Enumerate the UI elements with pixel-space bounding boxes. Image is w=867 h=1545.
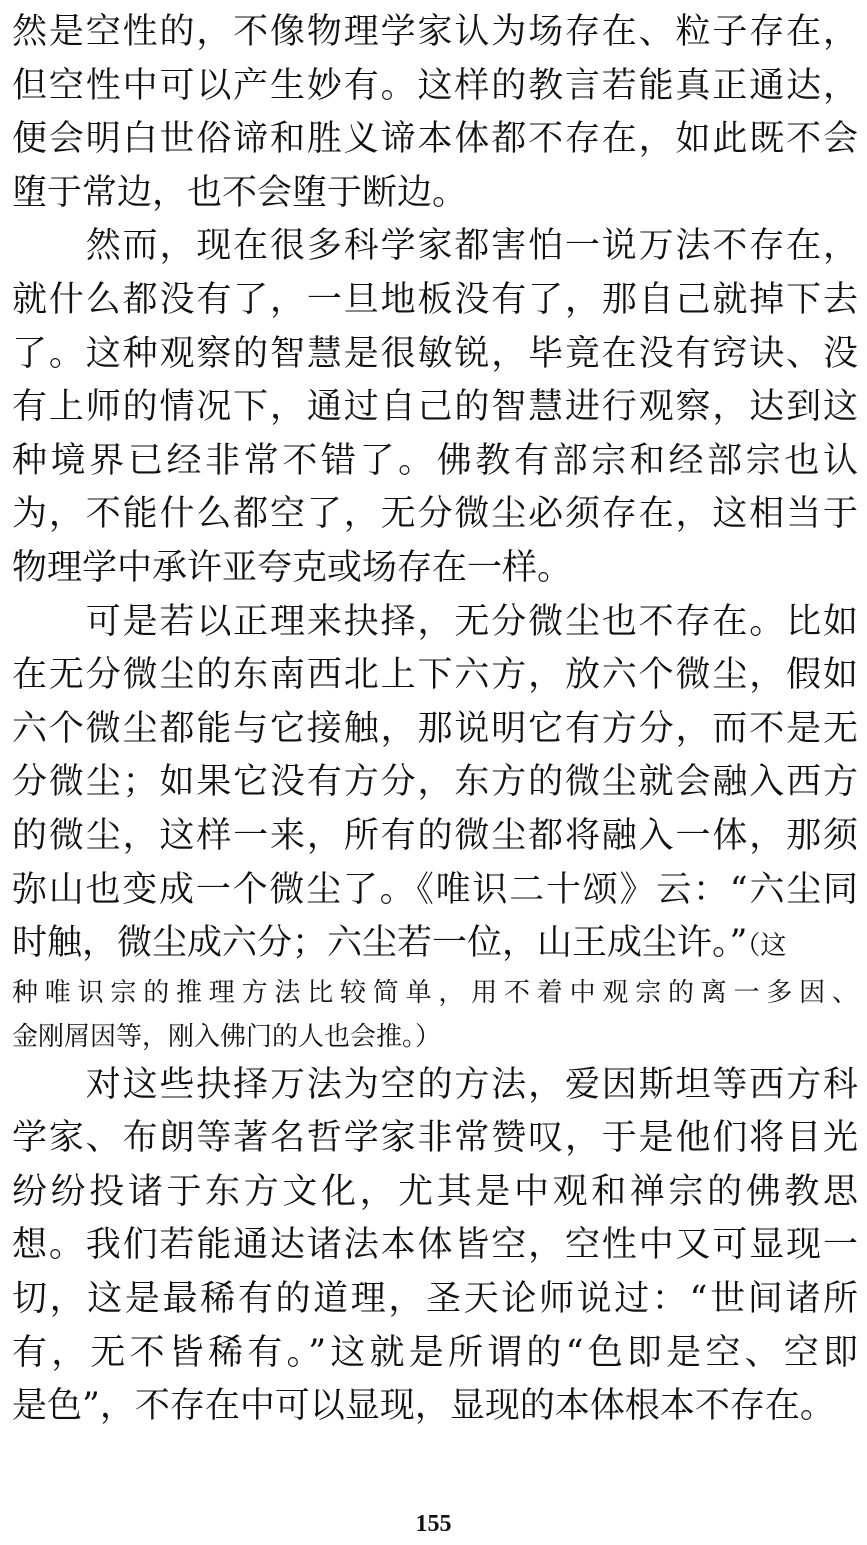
note-line: 金刚屑因等，刚入佛门的人也会推。） <box>12 1021 442 1052</box>
text-line: 的微尘，这样一来，所有的微尘都将融入一体，那须 <box>12 815 858 856</box>
text-line: 有，无不皆稀有。”这就是所谓的“色即是空、空即 <box>12 1332 858 1373</box>
text-line: 分微尘；如果它没有方分，东方的微尘就会融入西方 <box>12 762 858 803</box>
text-line: 物理学中承许亚夸克或场存在一样。 <box>12 547 573 588</box>
text-line: 为，不能什么都空了，无分微尘必须存在，这相当于 <box>12 494 858 535</box>
text-line: 有上师的情况下，通过自己的智慧进行观察，达到这 <box>12 387 858 428</box>
text-line: 弥山也变成一个微尘了。《唯识二十颂》云：“六尘同 <box>12 869 858 910</box>
text-line: 是色”，不存在中可以显现，显现的本体根本不存在。 <box>12 1386 835 1427</box>
page-number: 155 <box>415 1511 452 1537</box>
text-line: 可是若以正理来抉择，无分微尘也不存在。比如 <box>12 601 858 642</box>
text-line: 在无分微尘的东南西北上下六方，放六个微尘，假如 <box>12 655 858 696</box>
text-line: 六个微尘都能与它接触，那说明它有方分，而不是无 <box>12 708 858 749</box>
text-line: 堕于常边，也不会堕于断边。 <box>12 172 468 213</box>
text-line: 想。我们若能通达诸法本体皆空，空性中又可显现一 <box>12 1225 858 1266</box>
text-line: 对这些抉择万法为空的方法，爱因斯坦等西方科 <box>12 1064 858 1105</box>
text-line: 然是空性的，不像物理学家认为场存在、粒子存在， <box>12 12 858 52</box>
text-line: 纷纷投诸于东方文化，尤其是中观和禅宗的佛教思 <box>12 1171 858 1212</box>
text-line: 了。这种观察的智慧是很敏锐，毕竟在没有窍诀、没 <box>12 333 858 374</box>
text-line: 就什么都没有了，一旦地板没有了，那自己就掉下去 <box>12 279 858 320</box>
text-line: 切，这是最稀有的道理，圣天论师说过：“世间诸所 <box>12 1279 858 1320</box>
text-line: 学家、布朗等著名哲学家非常赞叹，于是他们将目光 <box>12 1118 858 1159</box>
text-line: 然而，现在很多科学家都害怕一说万法不存在， <box>12 226 858 267</box>
body-text <box>12 6 858 1434</box>
text-line: 但空性中可以产生妙有。这样的教言若能真正通达， <box>12 65 858 106</box>
note-line: 种唯识宗的推理方法比较简单，用不着中观宗的离一多因、 <box>12 977 858 1008</box>
text-line: 便会明白世俗谛和胜义谛本体都不存在，如此既不会 <box>12 119 858 160</box>
text-line: 种境界已经非常不错了。佛教有部宗和经部宗也认 <box>12 440 858 481</box>
text-line-with-note <box>12 917 858 971</box>
note-open: （这 <box>747 931 787 962</box>
text-line: 时触，微尘成六分；六尘若一位，山王成尘许。” <box>12 923 748 964</box>
